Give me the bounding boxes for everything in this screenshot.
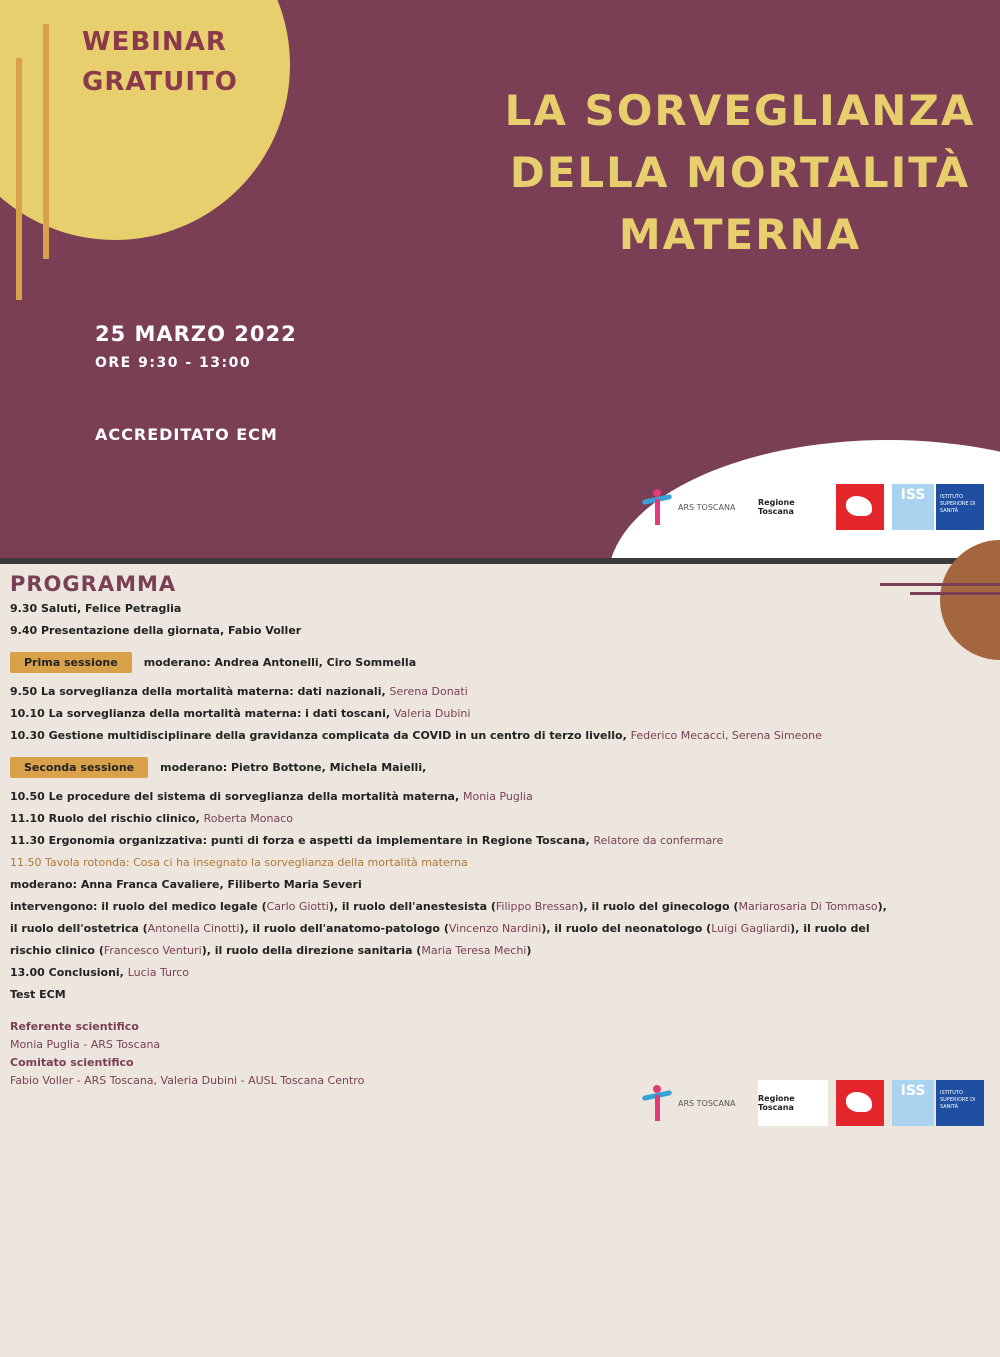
partner-logos (642, 484, 984, 530)
regione-toscana-logo: Regione Toscana (758, 484, 828, 530)
item-text: 11.10 Ruolo del rischio clinico, (10, 812, 204, 825)
item-speaker: Maria Teresa Mechi (421, 944, 527, 957)
item-text: 10.10 La sorveglianza della mortalità materna: i dati toscani, (10, 707, 394, 720)
ars-logo-text: ARS TOSCANA (678, 1098, 736, 1108)
session-moderators: moderano: Andrea Antonelli, Ciro Sommella (143, 656, 417, 669)
item-speaker: Serena Donati (389, 685, 468, 698)
item-speaker: Valeria Dubini (393, 707, 471, 720)
item-text: 10.30 Gestione multidisciplinare della gravidanza complicata da COVID in un centro di terzo livello, (10, 729, 631, 742)
program-section (10, 572, 890, 1090)
program-item (10, 830, 890, 852)
decorative-line (16, 58, 22, 300)
iss-logo-mark: ISS (892, 1080, 934, 1126)
webinar-badge (82, 22, 238, 102)
round-table-moderators: moderano: Anna Franca Cavaliere, Filiberto Maria Severi (10, 878, 362, 891)
interventions-text: ) (526, 944, 532, 957)
interventions-text: ), il ruolo del neonatologo ( (541, 922, 712, 935)
item-speaker: Luigi Gagliardi (711, 922, 791, 935)
interventions-text: ), il ruolo del rischio clinico ( (10, 922, 870, 957)
committee-label: Comitato scientifico (10, 1056, 134, 1069)
item-speaker: Carlo Giotti (266, 900, 329, 913)
item-text: 11.30 Ergonomia organizzativa: punti di forza e aspetti da implementare in Regione Toscana, (10, 834, 594, 847)
program-item: 9.30 Saluti, Felice Petraglia (10, 602, 182, 615)
badge-line: WEBINAR (82, 27, 227, 57)
program-item (10, 703, 890, 725)
item-text: 9.50 La sorveglianza della mortalità materna: dati nazionali, (10, 685, 390, 698)
iss-logo-text: ISTITUTO SUPERIORE DI SANITÀ (936, 1080, 984, 1126)
program-item: 9.40 Presentazione della giornata, Fabio Voller (10, 624, 302, 637)
partner-logos-footer (642, 1080, 984, 1126)
session-label: Prima sessione (10, 652, 132, 673)
pegasus-icon (836, 1080, 884, 1126)
item-speaker: Roberta Monaco (203, 812, 293, 825)
interventions-text: ), il ruolo dell'anestesista ( (328, 900, 496, 913)
regione-toscana-logo: Regione Toscana (758, 1080, 828, 1126)
session-header (10, 757, 890, 778)
ars-logo-text: ARS TOSCANA (678, 502, 736, 512)
decorative-stripe (910, 592, 1000, 595)
item-text: 10.50 Le procedure del sistema di sorveglianza della mortalità materna, (10, 790, 463, 803)
program-title: PROGRAMMA (10, 572, 177, 596)
item-speaker: Francesco Venturi (103, 944, 202, 957)
ars-toscana-logo (642, 484, 750, 530)
interventions-text: ), il ruolo dell'anatomo-patologo ( (239, 922, 449, 935)
committee-members: Fabio Voller - ARS Toscana, Valeria Dubini - AUSL Toscana Centro (10, 1074, 365, 1087)
program-item (10, 962, 890, 984)
ars-toscana-logo (642, 1080, 750, 1126)
scientific-ref-label: Referente scientifico (10, 1020, 139, 1033)
interventions-text: intervengono: il ruolo del medico legale ( (10, 900, 267, 913)
header-banner (0, 0, 1000, 560)
session-header (10, 652, 890, 673)
interventions-text: ), il ruolo dell'ostetrica ( (10, 900, 887, 935)
session-label: Seconda sessione (10, 757, 148, 778)
program-item (10, 808, 890, 830)
accreditation-label: ACCREDITATO ECM (95, 425, 278, 444)
interventions-text: ), il ruolo della direzione sanitaria ( (201, 944, 422, 957)
item-speaker: Federico Mecacci, Serena Simeone (630, 729, 822, 742)
iss-logo-mark: ISS (892, 484, 934, 530)
item-speaker: Monia Puglia (462, 790, 533, 803)
program-item (10, 725, 890, 747)
program-item (10, 786, 890, 808)
item-speaker: Lucia Turco (127, 966, 190, 979)
ars-figure-icon (642, 1083, 672, 1123)
item-speaker: Vincenzo Nardini (448, 922, 542, 935)
divider (0, 558, 1000, 564)
title-line: LA SORVEGLIANZA (504, 86, 976, 135)
round-table-title: 11.50 Tavola rotonda: Cosa ci ha insegnato la sorveglianza della mortalità materna (10, 856, 468, 869)
item-speaker: Antonella Cinotti (147, 922, 240, 935)
round-table-interventions (10, 896, 890, 962)
test-ecm: Test ECM (10, 988, 66, 1001)
pegasus-icon (836, 484, 884, 530)
session-moderators: moderano: Pietro Bottone, Michela Maielli, (160, 761, 427, 774)
iss-logo (892, 1080, 984, 1126)
ars-figure-icon (642, 487, 672, 527)
page-title (500, 80, 980, 266)
program-item (10, 681, 890, 703)
event-time: ORE 9:30 - 13:00 (95, 355, 252, 371)
item-speaker: Filippo Bressan (495, 900, 579, 913)
item-speaker: Mariarosaria Di Tommaso (738, 900, 878, 913)
iss-logo-text: ISTITUTO SUPERIORE DI SANITÀ (936, 484, 984, 530)
decorative-stripe (880, 583, 1000, 586)
iss-logo (892, 484, 984, 530)
decorative-line (43, 24, 49, 259)
event-date: 25 MARZO 2022 (95, 322, 297, 346)
item-speaker: Relatore da confermare (593, 834, 724, 847)
item-text: 13.00 Conclusioni, (10, 966, 128, 979)
title-line: DELLA MORTALITÀ (509, 148, 971, 197)
scientific-ref: Monia Puglia - ARS Toscana (10, 1038, 161, 1051)
interventions-text: ), il ruolo del ginecologo ( (578, 900, 739, 913)
badge-line: GRATUITO (82, 67, 238, 97)
title-line: MATERNA (618, 210, 862, 259)
